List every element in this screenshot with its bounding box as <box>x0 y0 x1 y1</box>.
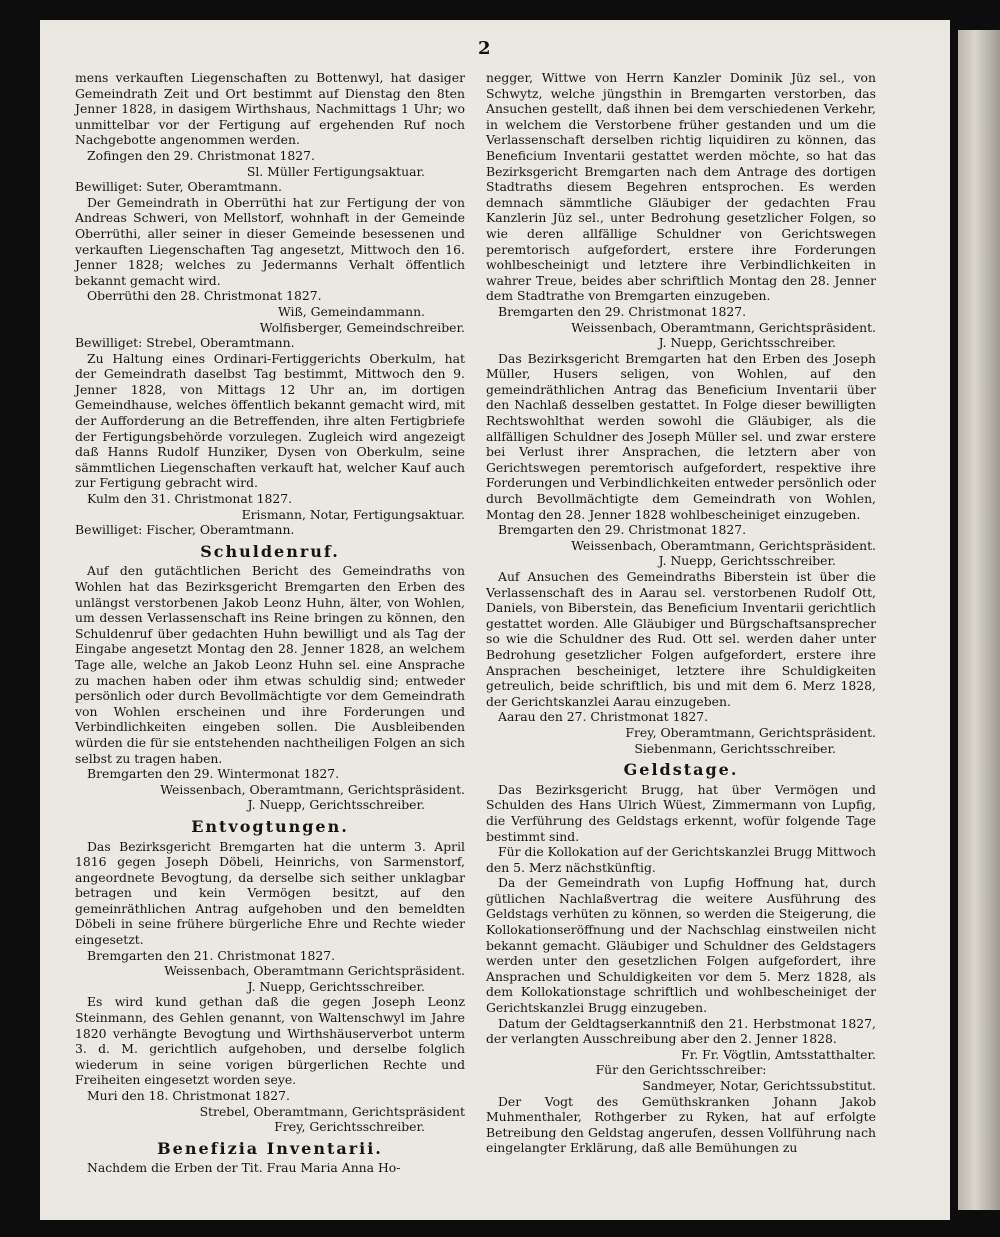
notice-date: Muri den 18. Christmonat 1827. <box>87 1088 290 1103</box>
notice-signature: J. Nuepp, Gerichtsschreiber. <box>658 553 836 569</box>
notice-oberkulm: Zu Haltung eines Ordinari-Fertiggerichts Oberkulm, hat der Gemeindrath daselbst Tag bestimmt, Mittwoch den 9. Jenner 1828, von Mittags 12 Uhr an, im dortigen Gemeindhause, welches öffentlich bekannt gemacht wird, mit der Aufforderung an die Betreffenden, ihre alten Fertigbriefe der Fertigungsbehörde vorzulegen. Zugleich wird angezeigt daß Hanns Rudolf Hunziker, Dysen von Oberkulm, seine sämmtlichen Liegenschaften verkauft hat, welcher Kauf auch zur Fertigung gebracht wird. <box>75 350 465 491</box>
notice-approval: Bewilliget: Strebel, Oberamtmann. <box>75 335 295 351</box>
notice-mueller: Das Bezirksgericht Bremgarten hat den Erben des Joseph Müller, Husers seligen, von Wohlen, auf den gemeindräthlichen Antrag das Beneficium Inventarii über den Nachlaß desselben gestattet. In Folge dieser bewilligten Rechtswohlthat werden sowohl die Gläubiger, als die allfälligen Schuldner des Joseph Müller sel. und zwar erstere bei Verlust ihrer Ansprachen, die letztern aber von Gerichtswegen peremtorisch aufgefordert, respektive ihre Forderungen und Verbindlichkeiten entweder persönlich oder durch Bevollmächtigte dem Gemeindrath von Wohlen, Montag den 28. Jenner 1828 wohlbescheiniget einzugeben. <box>486 350 876 522</box>
notice-date: Bremgarten den 29. Wintermonat 1827. <box>87 766 340 782</box>
notice-signature: Frey, Gerichtsschreiber. <box>274 1119 425 1135</box>
notice-signature: Fr. Fr. Vögtlin, Amtsstatthalter. <box>681 1046 876 1062</box>
notice-oberruethi: Der Gemeindrath in Oberrüthi hat zur Fertigung der von Andreas Schweri, von Mellstorf, wohnhaft in der Gemeinde Oberrüthi, aller seiner in dieser Gemeinde besessenen und verkauften Liegenschaften Tag angesetzt, Mittwoch den 16. Jenner 1828; welches zu Jedermanns Verhalt öffentlich bekannt gemacht wird. <box>75 194 465 288</box>
section-heading-entvogtungen: Entvogtungen. <box>191 816 349 836</box>
notice-signature: Wolfisberger, Gemeindschreiber. <box>259 319 465 335</box>
notice-signature: J. Nuepp, Gerichtsschreiber. <box>658 335 836 351</box>
right-column <box>486 70 876 1156</box>
section-heading-geldstage: Geldstage. <box>623 760 739 780</box>
notice-date: Aarau den 27. Christmonat 1827. <box>498 709 709 725</box>
notice-steinmann: Es wird kund gethan daß die gegen Joseph Leonz Steinmann, des Gehlen genannt, von Waltenschwyl im Jahre 1820 verhängte Bevogtung und Wirthshäuserverbot unterm 3. d. M. gerichtlich aufgehoben, und derselbe folglich wiederum in seine vorigen bürgerlichen Rechte und Freiheiten eingesetzt worden seye. <box>75 994 465 1088</box>
notice-date: Oberrüthi den 28. Christmonat 1827. <box>87 288 322 304</box>
notice-signature: Weissenbach, Oberamtmann, Gerichtspräsident. <box>571 537 876 553</box>
page-number: 2 <box>478 38 491 59</box>
notice-date: Bremgarten den 29. Christmonat 1827. <box>498 522 747 538</box>
notice-signature: Weissenbach, Oberamtmann, Gerichtspräsident. <box>160 781 465 797</box>
notice-wueest-lupfig: Da der Gemeindrath von Lupfig Hoffnung hat, durch gütlichen Nachlaßvertrag die weitere Ausführung des Geldstags verhüten zu können, so werden die Steigerung, die Kollokationseröffnung und der Nachschlag einstweilen nicht bekannt gemacht. Gläubiger und Schuldner des Geldstagers werden unter den gesetzlichen Folgen aufgefordert, ihre Ansprachen und Schuldigkeiten vor dem 5. Merz 1828, als dem Kollokationstage schriftlich und wohlbescheiniget der Gerichtskanzlei Brugg einzugeben. <box>486 875 876 1016</box>
notice-signature: Weissenbach, Oberamtmann, Gerichtspräsident. <box>571 319 876 335</box>
notice-date: Zofingen den 29. Christmonat 1827. <box>87 147 315 163</box>
next-page-edge <box>958 30 1000 1210</box>
notice-date: Kulm den 31. Christmonat 1827. <box>87 491 293 507</box>
notice-signature: Für den Gerichtsschreiber: <box>595 1062 767 1078</box>
notice-ott: Auf Ansuchen des Gemeindraths Biberstein ist über die Verlassenschaft des in Aarau sel. verstorbenen Rudolf Ott, Daniels, von Biberstein, das Beneficium Inventarii gerichtlich gestattet worden. Alle Gläubiger und Bürgschaftsansprecher so wie die Schuldner des Rud. Ott sel. werden daher unter Bedrohung gesetzlicher Folgen aufgefordert, erstere ihre Ansprachen bescheiniget, letztere ihre Schuldigkeiten getreulich, beide schriftlich, bis und mit dem 6. Merz 1828, der Gerichtskanzlei Aarau einzugeben. <box>486 569 876 709</box>
notice-wueest-datum: Datum der Geldtagserkanntniß den 21. Herbstmonat 1827, der verlangten Ausschreibung aber den 2. Jenner 1828. <box>486 1015 876 1047</box>
left-column <box>75 70 465 1176</box>
notice-signature: Siebenmann, Gerichtsschreiber. <box>634 740 836 756</box>
notice-wueest-kollokation: Für die Kollokation auf der Gerichtskanzlei Brugg Mittwoch den 5. Merz nächstkünftig. <box>486 844 876 875</box>
notice-approval: Bewilliget: Fischer, Oberamtmann. <box>75 522 295 538</box>
notice-juez-cont: negger, Wittwe von Herrn Kanzler Dominik Jüz sel., von Schwytz, welche jüngsthin in Bremgarten verstorben, das Ansuchen gestellt, daß ihnen bei dem verschiedenen Verkehr, in welchem die Verstorbene früher gestanden und um die Verlassenschaft derselben richtig liquidiren zu können, das Beneficium Inventarii gestattet werden möchte, so hat das Bezirksgericht Bremgarten nach dem Antrage des dortigen Stadtraths diesem Begehren entsprochen. Es werden demnach sämmtliche Gläubiger der gedachten Frau Kanzlerin Jüz sel., unter Bedrohung gesetzlicher Folgen, so wie deren allfällige Schuldner von Gerichtswegen peremtorisch aufgefordert, erstere ihre Forderungen wohlbescheinigt und letztere ihre Verbindlichkeiten in wahrer Treue, beides aber schriftlich Montag den 28. Jenner dem Stadtrathe von Bremgarten einzugeben. <box>486 70 876 304</box>
notice-signature: Erismann, Notar, Fertigungsaktuar. <box>241 506 465 522</box>
notice-huhn: Auf den gutächtlichen Bericht des Gemeindraths von Wohlen hat das Bezirksgericht Bremgarten den Erben des unlängst verstorbenen Jakob Leonz Huhn, älter, von Wohlen, um dessen Verlassenschaft ins Reine bringen zu können, den Schuldenruf über gedachten Huhn bewilligt und als Tag der Eingabe angesetzt Montag den 28. Jenner 1828, an welchem Tage alle, welche an Jakob Leonz Huhn sel. eine Ansprache zu machen haben oder ihm etwas schuldig sind; entweder persönlich oder durch Bevollmächtigte vor dem Gemeindrath von Wohlen erscheinen und ihre Forderungen und Verbindlichkeiten eingeben sollen. Die Ausbleibenden würden die für sie entstehenden nachtheiligen Folgen an sich selbst zu tragen haben. <box>75 563 465 766</box>
notice-signature: Wiß, Gemeindammann. <box>278 303 425 319</box>
notice-signature: Frey, Oberamtmann, Gerichtspräsident. <box>625 724 876 740</box>
notice-date: Bremgarten den 21. Christmonat 1827. <box>87 947 336 963</box>
notice-signature: J. Nuepp, Gerichtsschreiber. <box>247 797 425 813</box>
notice-bottenwyl: mens verkauften Liegenschaften zu Bottenwyl, hat dasiger Gemeindrath Zeit und Ort bestimmt auf Dienstag den 8ten Jenner 1828, in dasigem Wirthshaus, Nachmittags 1 Uhr; wo unmittelbar vor der Fertigung auf ergehenden Ruf noch Nachgebotte angenommen werden. <box>75 70 465 148</box>
notice-date: Bremgarten den 29. Christmonat 1827. <box>498 303 747 319</box>
notice-signature: Sl. Müller Fertigungsaktuar. <box>246 163 425 179</box>
section-heading-benefizia: Benefizia Inventarii. <box>157 1138 383 1158</box>
section-heading-schuldenruf: Schuldenruf. <box>200 541 340 561</box>
notice-wueest: Das Bezirksgericht Brugg, hat über Vermögen und Schulden des Hans Ulrich Wüest, Zimmermann von Lupfig, die Verführung des Geldstags erkennt, wofür folgende Tage bestimmt sind. <box>486 781 876 844</box>
notice-juez-start: Nachdem die Erben der Tit. Frau Maria Anna Ho- <box>87 1160 401 1176</box>
notice-signature: Sandmeyer, Notar, Gerichtssubstitut. <box>642 1078 876 1093</box>
notice-approval: Bewilliget: Suter, Oberamtmann. <box>75 179 282 195</box>
notice-signature: Strebel, Oberamtmann, Gerichtspräsident <box>199 1103 465 1119</box>
notice-signature: J. Nuepp, Gerichtsschreiber. <box>247 978 425 994</box>
notice-signature: Weissenbach, Oberamtmann Gerichtspräsident. <box>164 963 465 979</box>
notice-muhmenthaler: Der Vogt des Gemüthskranken Johann Jakob Muhmenthaler, Rothgerber zu Ryken, hat auf erfolgte Betreibung den Geldstag angerufen, dessen Vollführung nach eingelangter Erklärung, daß alle Bemühungen zu <box>486 1093 876 1156</box>
notice-doebeli: Das Bezirksgericht Bremgarten hat die unterm 3. April 1816 gegen Joseph Döbeli, Heinrichs, von Sarmenstorf, angeordnete Bevogtung, da derselbe sich seither unklagbar betragen und kein Vermögen besitzt, auf den gemeinräthlichen Antrag aufgehoben und den bemeldten Döbeli in seine frühere bürgerliche Ehre und Rechte wieder eingesetzt. <box>75 838 465 948</box>
